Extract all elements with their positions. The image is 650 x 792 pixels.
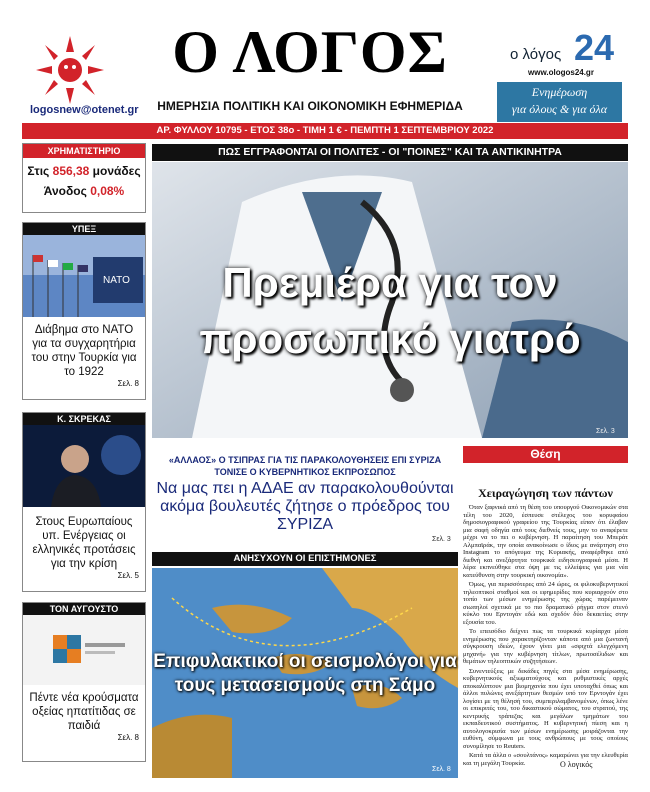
markets-change-prefix: Άνοδος: [43, 184, 91, 198]
story3-kicker: ΑΝΗΣΥΧΟΥΝ ΟΙ ΕΠΙΣΤΗΜΟΝΕΣ: [152, 552, 458, 566]
side-story-page: Σελ. 8: [117, 733, 139, 742]
markets-index-value: 856,38: [52, 164, 90, 178]
newspaper-title: Ο ΛΟΓΟΣ: [172, 19, 448, 85]
side-story-caption: Διάβημα στο ΝΑΤΟ για τα συγχαρητήρια του στην Τουρκία για το 1922: [31, 324, 137, 378]
story3-headline-line1: Επιφυλακτικοί οι σεισμολόγοι για: [153, 651, 457, 672]
site-slogan-line1: Ενημέρωση: [531, 85, 588, 99]
markets-index-suffix: μονάδες: [89, 164, 141, 178]
site-logo-number: 24: [574, 27, 615, 68]
site-slogan-box: [497, 82, 622, 122]
markets-index-line: [23, 164, 145, 178]
editorial-title: Χειραγώγηση των πάντων: [478, 486, 613, 500]
editorial-label: Θέση: [463, 446, 628, 463]
editorial-paragraph: Συνεντεύξεις με δεκάδες πηγές στα μέσα ενημέρωσης, κυβερνητικούς αξιωματούχους και ρυθμιστικές αρχές αποκαλύπτουν μια βιομηχανία που έχει υποταχθεί όπως και άλλοι πυλώνες ανεξάρτητων θεσμών υπό τον Ερντογάν έχει λογίσει με τη θέλησή του, συμπεριλαμβανομένων, όπως λένε οι επικριτές του, του δικαστικού σώματος, του στρατού, της κεντρικής τράπεζας και μεγάλων τμημάτων του εκπαιδευτικού συστήματος. Η κυβερνητική πίεση και η αυτολογοκρισία των μέσων ενημέρωσης μοιράζονται την ευθύνη, σύμφωνα με τους ανθρώπους με τους οποίους συνομίλησε το Reuters.: [463, 667, 628, 750]
editorial-paragraph: Κατά τα άλλα ο «σουλτάνος» καμαρώνει για την ελευθερία και τη μεγάλη Τουρκία.: [463, 752, 628, 767]
newspaper-subtitle: ΗΜΕΡΗΣΙΑ ΠΟΛΙΤΙΚΗ ΚΑΙ ΟΙΚΟΝΟΜΙΚΗ ΕΦΗΜΕΡΙΔΑ: [157, 99, 463, 113]
issue-info-bar: ΑΡ. ΦΥΛΛΟΥ 10795 - ΕΤΟΣ 38ο - ΤΙΜΗ 1 € - ΠΕΜΠΤΗ 1 ΣΕΠΤΕΜΒΡΙΟΥ 2022: [22, 123, 628, 139]
markets-change-line: [23, 184, 145, 198]
side-story-caption: Πέντε νέα κρούσματα οξείας ηπατίτιδας σε παιδιά: [29, 692, 139, 732]
main-story-page: Σελ. 3: [596, 428, 615, 435]
story3-page: Σελ. 8: [432, 766, 451, 773]
side-story-page: Σελ. 5: [117, 571, 139, 580]
editorial-paragraph: Το επεισόδιο δείχνει πως τα τουρκικά κυρίαρχα μέσα ενημέρωσης που χαρακτηρίζονταν κάποτε από μια ζωντανή σύγκρουση ιδεών, έχουν γίνει μια «σφιχτά ελεγχόμενη μηχανή» για την κυβέρνηση τίτλων, πρωτοσέλιδων και θεμάτων τηλεοπτικών συζητήσεων.: [463, 628, 628, 665]
side-story-2[interactable]: [22, 412, 146, 592]
editorial-paragraph: Όμως, για περισσότερες από 24 ώρες, οι φιλοκυβερνητικοί τηλεοπτικοί σταθμοί και οι εφημερίδες που κυριαρχούν στο τοπίο των μέσων ενημέρωσης της χώρας παρέμειναν σιωπηλοί σχετικά με το πιο δραματικό ρήγμα στον στενό κύκλο του Ερντογάν εδώ και σχεδόν δύο δεκαετίες στην εξουσία του.: [463, 581, 628, 626]
nato-flags-photo: [23, 235, 145, 317]
contact-email[interactable]: logosnew@otenet.gr: [30, 104, 139, 116]
editorial-paragraph: Όταν ξαφνικά από τη θέση του υπουργού Οικονομικών στα τέλη του 2020, έσπευσε στέλεχος του κορυφαίου δημοσιογραφικού γραφείου της Τουρκίας είπαν ότι έλαβαν μια σαφή οδηγία από τους διεθνείς τους, μην το αναφέρετε μέχρι να το πει ο κυβέρνηση. Η παραίτηση του Μπεράτ Αλμπαϊράκ, την οποία ανακοίνωσε ο ίδιος με ανάρτηση στο Instagram το απόγευμα της Κυριακής, αναφέρθηκε από διεθνή και ανεξάρτητα τουρκικά ειδησεογραφικά μέσα. Η λέρα εκπνεύθηκε στα όψη με τις ελλείψεις για μια νέα κατεύθυνση στην τουρκική οικονομία».: [463, 504, 628, 579]
story3-headline[interactable]: [152, 650, 458, 698]
site-url[interactable]: www.ologos24.gr: [528, 68, 594, 77]
side-story-1[interactable]: [22, 222, 146, 400]
editorial-signature: Ο λογικός: [560, 760, 593, 769]
site-slogan-line2: για όλους & για όλα: [511, 102, 608, 116]
minister-photo: [23, 425, 145, 507]
side-story-caption: Στους Ευρωπαίους υπ. Ενέργειας οι ελληνικές προτάσεις για την κρίση: [32, 516, 136, 570]
side-story-page: Σελ. 8: [117, 379, 139, 388]
main-headline: [152, 255, 628, 367]
markets-change-value: 0,08%: [90, 184, 125, 198]
story2-headline[interactable]: Να μας πει η ΑΔΑΕ αν παρακολουθούνται ακόμα βουλευτές ζήτησε ο πρόεδρος του ΣΥΡΙΖΑ: [156, 480, 454, 533]
markets-index-prefix: Στις: [27, 164, 53, 178]
story2-page: Σελ. 3: [432, 536, 451, 543]
story3-headline-line2: τους μετασεισμούς στη Σάμο: [174, 675, 436, 696]
site-logo-text: ο λόγος: [510, 46, 562, 63]
side-story-kicker: ΤΟΝ ΑΥΓΟΥΣΤΟ: [23, 603, 145, 615]
main-headline-line2: προσωπικό γιατρό: [199, 315, 581, 362]
health-logo-photo: [23, 615, 145, 685]
main-story-kicker: ΠΩΣ ΕΓΓΡΑΦΟΝΤΑΙ ΟΙ ΠΟΛΙΤΕΣ - ΟΙ "ΠΟΙΝΕΣ" ΚΑΙ ΤΑ ΑΝΤΙΚΙΝΗΤΡΑ: [152, 144, 628, 161]
side-story-3[interactable]: [22, 602, 146, 762]
newspaper-logo-sun-icon: [30, 30, 110, 100]
markets-box: [22, 143, 146, 213]
side-story-kicker: Κ. ΣΚΡΕΚΑΣ: [23, 413, 145, 425]
story2-kicker: «ΑΛΛΑΟΣ» Ο ΤΣΙΠΡΑΣ ΓΙΑ ΤΙΣ ΠΑΡΑΚΟΛΟΥΘΗΣΕΙΣ ΕΠΙ ΣΥΡΙΖΑ ΤΟΝΙΣΕ Ο ΚΥΒΕΡΝΗΤΙΚΟΣ ΕΚΠΡΟΣΩΠΟΣ: [168, 455, 442, 477]
main-headline-line1: Πρεμιέρα για τον: [222, 259, 558, 306]
svg-text:NATO: NATO: [103, 275, 130, 286]
markets-heading: ΧΡΗΜΑΤΙΣΤΗΡΙΟ: [23, 144, 145, 158]
side-story-kicker: ΥΠΕΞ: [23, 223, 145, 235]
